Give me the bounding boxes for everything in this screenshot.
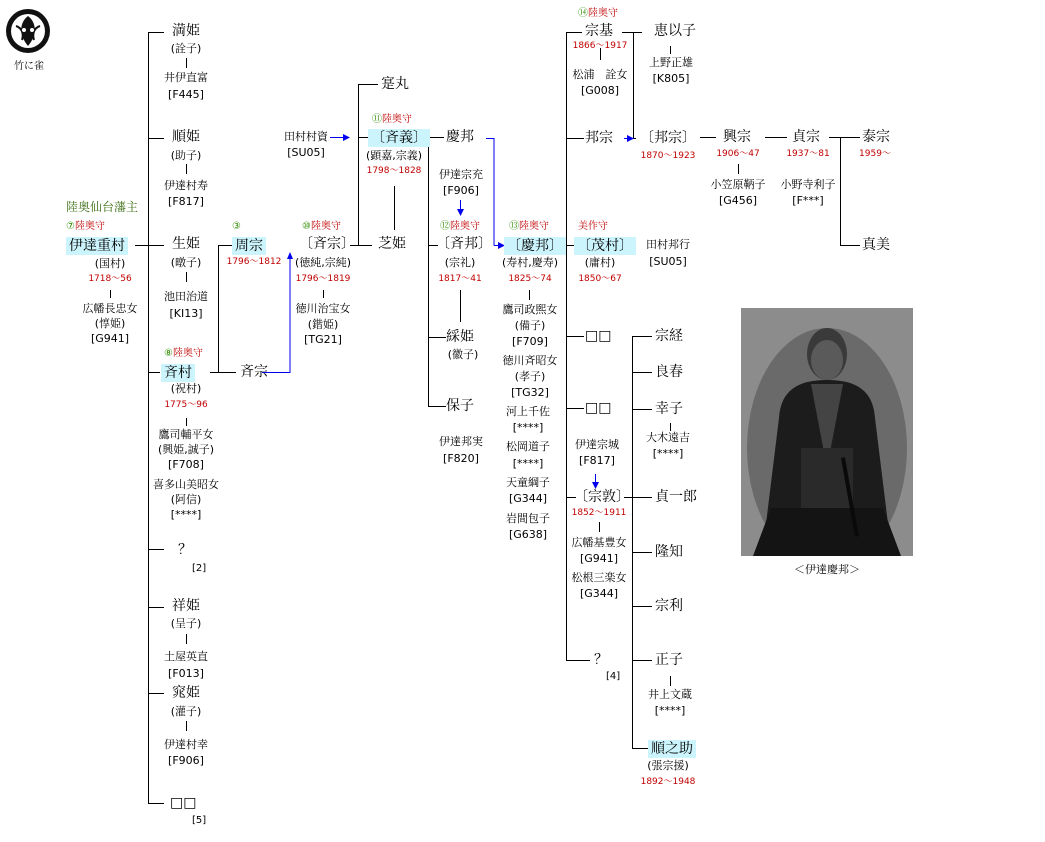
- person-masako[interactable]: 正子: [655, 652, 683, 668]
- portrait-photo: [741, 308, 913, 556]
- person-yoshiharu[interactable]: 良春: [655, 364, 683, 380]
- person-tomimaru[interactable]: 寔丸: [381, 76, 409, 92]
- person-mami[interactable]: 真美: [862, 237, 890, 253]
- code-unknown-4: [4]: [606, 671, 621, 682]
- wife1-code-narimura: [F708]: [168, 458, 204, 471]
- person-hirohime[interactable]: 窕姫: [172, 685, 200, 701]
- wife1-yoshikuni: 鷹司政煕女: [502, 303, 558, 316]
- person-unknown-5[interactable]: □□: [170, 795, 197, 811]
- wife2-alias-yoshikuni: (孝子): [514, 370, 546, 383]
- person-nariyoshi[interactable]: 〔斉義〕: [368, 129, 430, 147]
- person-mitsuhime[interactable]: 満姫: [172, 23, 200, 39]
- person-narimune-birth[interactable]: 斉宗: [240, 364, 268, 380]
- title-narimune: ⑩陸奥守: [302, 221, 341, 232]
- person-shigemura2[interactable]: 〔茂村〕: [574, 237, 636, 255]
- spouse-okimune: 小笠原鞆子: [710, 178, 766, 191]
- spouse-code-shigemura: [G941]: [90, 332, 130, 345]
- person-yasuko[interactable]: 保子: [446, 398, 474, 414]
- wife1-code-muneatsu: [G941]: [579, 552, 619, 565]
- title-yoshikuni: ⑬陸奥守: [509, 221, 549, 232]
- title-mutsu: ⑦陸奥守: [66, 221, 105, 232]
- person-munemitsu[interactable]: 伊達宗充: [439, 168, 483, 181]
- wife2-muneatsu: 松根三楽女: [571, 571, 627, 584]
- person-sachihime[interactable]: 祥姫: [172, 598, 200, 614]
- alias-sachihime: (呈子): [170, 617, 202, 630]
- alias-shigemura: (国村): [94, 257, 126, 270]
- wife2-code-yoshikuni: [TG32]: [511, 386, 549, 399]
- wife1-muneatsu: 広幡基豊女: [571, 536, 627, 549]
- spouse-eiko: 上野正雄: [649, 56, 693, 69]
- person-kunimune[interactable]: 〔邦宗〕: [640, 130, 696, 146]
- spouse-sachihime: 土屋英直: [164, 650, 208, 663]
- person-narimune[interactable]: 〔斉宗〕: [299, 236, 355, 252]
- title-narikuni: ⑫陸奥守: [440, 221, 480, 232]
- person-yoshikuni[interactable]: 〔慶邦〕: [504, 237, 566, 255]
- years-sadamune: 1937～81: [786, 149, 830, 159]
- concubine1-yoshikuni: 河上千佐: [506, 405, 550, 418]
- person-narimura[interactable]: 斉村: [161, 364, 195, 382]
- person-hohime[interactable]: 綵姫: [446, 329, 474, 345]
- title-narimura: ⑧陸奥守: [164, 348, 203, 359]
- alias-junnosuke: (張宗援): [647, 759, 689, 772]
- spouse-shigemura: 広幡長忠女: [82, 302, 138, 315]
- concubine4-yoshikuni: 岩間包子: [506, 512, 550, 525]
- person-yasumune[interactable]: 泰宗: [862, 129, 890, 145]
- person-sachiko[interactable]: 幸子: [655, 401, 683, 417]
- person-unknown-2[interactable]: ？: [178, 542, 192, 558]
- code-eiko: [K805]: [652, 72, 690, 85]
- wife2-yoshikuni: 徳川斉昭女: [502, 354, 558, 367]
- spouse-hirohime: 伊達村幸: [164, 738, 208, 751]
- person-munetsune[interactable]: 宗経: [655, 328, 683, 344]
- code-hirohime: [F906]: [168, 754, 204, 767]
- alias-mitsuhime: (詮子): [170, 42, 202, 55]
- code-sachiko: [****]: [652, 447, 684, 460]
- rank-chikamune: ③: [232, 221, 241, 232]
- spouse-mitsuhime: 井伊直富: [164, 71, 208, 84]
- alias-hirohime: (灌子): [170, 705, 202, 718]
- alias-narimune: (徳純,宗純): [294, 256, 352, 269]
- years-junnosuke: 1892～1948: [640, 777, 696, 787]
- code-yasuko: [F820]: [443, 452, 479, 465]
- wife1-alias-yoshikuni: (備子): [514, 319, 546, 332]
- wife2-narimura: 喜多山美昭女: [153, 478, 219, 491]
- domain-label: 陸奥仙台藩主: [66, 200, 139, 214]
- years-shigemura2: 1850～67: [578, 274, 622, 284]
- code-sadamune: [F***]: [792, 194, 824, 207]
- code-narimune: [TG21]: [304, 333, 342, 346]
- person-square-1[interactable]: □□: [585, 328, 612, 344]
- code-mitsuhime: [F445]: [168, 88, 204, 101]
- code-sachihime: [F013]: [168, 667, 204, 680]
- person-yoshikuni-birth[interactable]: 慶邦: [446, 129, 474, 145]
- years-narikuni: 1817～41: [438, 274, 482, 284]
- person-narikuni[interactable]: 〔斉邦〕: [436, 236, 492, 252]
- person-junnosuke[interactable]: 順之助: [648, 740, 696, 758]
- years-munemoto: 1866～1917: [572, 41, 628, 51]
- title-shigemura2: 美作守: [578, 221, 608, 232]
- person-muneatsu[interactable]: 〔宗敦〕: [574, 489, 630, 505]
- person-shigemura[interactable]: 伊達重村: [66, 237, 128, 255]
- concubine3-code-yoshikuni: [G344]: [508, 492, 548, 505]
- title-munemoto: ⑭陸奥守: [578, 8, 618, 19]
- person-shibahime[interactable]: 芝姫: [378, 236, 406, 252]
- years-narimura: 1775～96: [164, 400, 208, 410]
- spouse-junhime: 伊達村寿: [164, 179, 208, 192]
- person-eiko[interactable]: 恵以子: [654, 23, 696, 39]
- years-muneatsu: 1852～1911: [571, 508, 627, 518]
- person-sadamune[interactable]: 貞宗: [792, 129, 820, 145]
- years-okimune: 1906～47: [716, 149, 760, 159]
- wife2-alias-narimura: (阿信): [170, 493, 202, 506]
- code-okimune: [G456]: [718, 194, 758, 207]
- code-munemoto: [G008]: [580, 84, 620, 97]
- code-unknown-2: [2]: [192, 563, 207, 574]
- person-junhime[interactable]: 順姫: [172, 129, 200, 145]
- alias-nariyoshi: (顕嘉,宗義): [365, 149, 423, 162]
- code-unknown-5: [5]: [192, 815, 207, 826]
- person-munenari[interactable]: 伊達宗城: [575, 438, 619, 451]
- crest-label: 竹に雀: [14, 61, 44, 72]
- code-ikuhime: [KI13]: [169, 307, 203, 320]
- person-teiichiro[interactable]: 貞一郎: [655, 489, 697, 505]
- spouse-ikuhime: 池田治道: [164, 290, 208, 303]
- person-square-2[interactable]: □□: [585, 400, 612, 416]
- person-takatomo[interactable]: 隆知: [655, 544, 683, 560]
- wife1-narimura: 鷹司輔平女: [158, 428, 214, 441]
- years-narimune: 1796～1819: [295, 274, 351, 284]
- code-kuniyuki: [SU05]: [649, 255, 687, 268]
- years-nariyoshi: 1798～1828: [366, 166, 422, 176]
- years-shigemura: 1718～56: [88, 274, 132, 284]
- code-junhime: [F817]: [168, 195, 204, 208]
- photo-caption: ＜伊達慶邦＞: [794, 563, 860, 576]
- person-munetoshi[interactable]: 宗利: [655, 598, 683, 614]
- concubine2-code-yoshikuni: [****]: [512, 457, 544, 470]
- wife1-code-yoshikuni: [F709]: [512, 335, 548, 348]
- person-munemoto[interactable]: 宗基: [585, 23, 613, 39]
- concubine4-code-yoshikuni: [G638]: [508, 528, 548, 541]
- person-muramasa[interactable]: 田村村資: [284, 130, 328, 143]
- spouse-munemoto: 松浦 詮女: [572, 68, 628, 81]
- person-kunimune-birth[interactable]: 邦宗: [585, 130, 613, 146]
- spouse-sadamune: 小野寺利子: [780, 178, 836, 191]
- years-yasumune: 1959～: [859, 149, 891, 159]
- code-muramasa: [SU05]: [287, 146, 325, 159]
- concubine1-code-yoshikuni: [****]: [512, 421, 544, 434]
- alias-narikuni: (宗礼): [444, 256, 476, 269]
- person-unknown-4[interactable]: ？: [594, 652, 608, 668]
- person-okimune[interactable]: 興宗: [723, 129, 751, 145]
- spouse-alias-narimune: (鍇姫): [307, 318, 339, 331]
- spouse-masako: 井上文蔵: [648, 688, 692, 701]
- code-munemitsu: [F906]: [443, 184, 479, 197]
- years-kunimune: 1870～1923: [640, 151, 696, 161]
- alias-hohime: (徽子): [447, 348, 479, 361]
- alias-yoshikuni: (寿村,慶寿): [501, 256, 559, 269]
- wife1-alias-narimura: (興姫,誠子): [157, 443, 215, 456]
- code-munenari: [F817]: [579, 454, 615, 467]
- title-nariyoshi: ⑪陸奥守: [372, 114, 412, 125]
- wife2-code-muneatsu: [G344]: [579, 587, 619, 600]
- years-yoshikuni: 1825～74: [508, 274, 552, 284]
- spouse-sachiko: 大木遠吉: [646, 431, 690, 444]
- years-chikamune: 1796～1812: [226, 257, 282, 267]
- person-kuniyuki[interactable]: 田村邦行: [646, 238, 690, 251]
- alias-ikuhime: (暾子): [170, 256, 202, 269]
- wife2-code-narimura: [****]: [170, 508, 202, 521]
- spouse-narimune: 徳川治宝女: [295, 302, 351, 315]
- person-ikuhime[interactable]: 生姫: [172, 236, 200, 252]
- concubine2-yoshikuni: 松岡道子: [506, 440, 550, 453]
- alias-narimura: (祝村): [170, 382, 202, 395]
- concubine3-yoshikuni: 天童綱子: [506, 476, 550, 489]
- alias-shigemura2: (庸村): [584, 256, 616, 269]
- spouse-alias-shigemura: (惇姫): [94, 317, 126, 330]
- spouse-yasuko: 伊達邦実: [439, 435, 483, 448]
- alias-junhime: (助子): [170, 149, 202, 162]
- person-chikamune[interactable]: 周宗: [232, 237, 266, 255]
- code-masako: [****]: [654, 704, 686, 717]
